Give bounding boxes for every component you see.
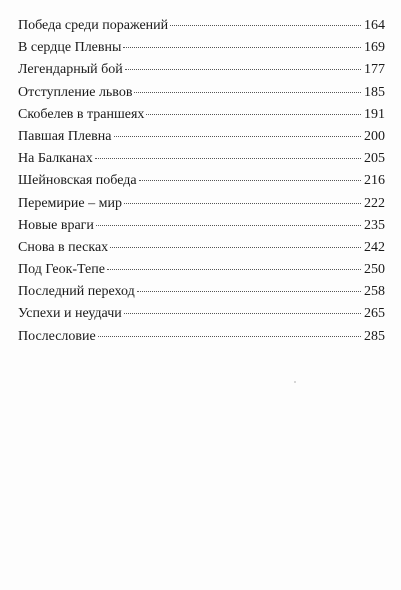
- paper-speck: [294, 381, 296, 383]
- toc-entry: [18, 37, 385, 59]
- toc-dot-leader: [125, 69, 361, 70]
- toc-entry-title: В сердце Плевны: [18, 40, 122, 56]
- toc-entry-title: Под Геок-Тепе: [18, 262, 105, 278]
- toc-entry-page: 164: [364, 18, 385, 33]
- toc-entry-page: 185: [364, 84, 385, 100]
- toc-entry-page: 285: [364, 328, 385, 344]
- toc-entry-title: Послесловие: [18, 328, 96, 344]
- toc-entry-page: 235: [364, 217, 385, 233]
- toc-entry: [18, 104, 385, 126]
- toc-dot-leader: [124, 203, 361, 204]
- toc-entry-title: На Балканах: [18, 151, 93, 167]
- toc-entry-page: 177: [364, 62, 385, 78]
- toc-dot-leader: [137, 291, 361, 292]
- toc-entry: [18, 148, 385, 170]
- toc-entry: [18, 82, 385, 104]
- toc-dot-leader: [170, 25, 361, 26]
- toc-dot-leader: [98, 336, 361, 337]
- toc-entry-page: 205: [364, 151, 385, 167]
- toc-dot-leader: [114, 136, 362, 137]
- toc-entry: [18, 237, 385, 259]
- toc-entry-page: 191: [364, 106, 385, 122]
- toc-dot-leader: [95, 158, 361, 159]
- toc-entry: [18, 259, 385, 281]
- toc-entry: [18, 281, 385, 303]
- toc-entry-page: 222: [364, 195, 385, 211]
- toc-entry: [18, 215, 385, 237]
- toc-entry-title: Снова в песках: [18, 239, 109, 255]
- toc-entry: [18, 193, 385, 215]
- toc-entry: [18, 126, 385, 148]
- toc-entry-page: 250: [364, 262, 385, 278]
- toc-entry: [18, 59, 385, 81]
- toc-entry-title: Перемирие – мир: [18, 195, 122, 211]
- toc-entry-title: Шейновская победа: [18, 173, 137, 189]
- toc-entry: [18, 303, 385, 325]
- toc-entry-title: Отступление львов: [18, 84, 133, 100]
- table-of-contents: [18, 15, 385, 348]
- toc-entry-title: Последний переход: [18, 284, 135, 300]
- toc-entry: [18, 15, 385, 37]
- toc-entry-title: Новые враги: [18, 217, 94, 233]
- toc-dot-leader: [96, 225, 361, 226]
- toc-entry-title: Успехи и неудачи: [18, 306, 122, 322]
- toc-dot-leader: [146, 114, 361, 115]
- toc-dot-leader: [134, 92, 361, 93]
- toc-entry-page: 258: [364, 284, 385, 300]
- toc-dot-leader: [107, 269, 361, 270]
- toc-entry: [18, 170, 385, 192]
- toc-entry-page: 200: [364, 128, 385, 144]
- toc-dot-leader: [110, 247, 361, 248]
- toc-entry-page: 242: [364, 239, 385, 255]
- toc-entry-title: Павшая Плевна: [18, 128, 112, 144]
- toc-entry-page: 265: [364, 306, 385, 322]
- toc-entry-title: Легендарный бой: [18, 62, 123, 78]
- toc-entry-page: 216: [364, 173, 385, 189]
- toc-entry-title: Скобелев в траншеях: [18, 106, 145, 122]
- toc-dot-leader: [139, 180, 361, 181]
- toc-entry: [18, 326, 385, 348]
- toc-dot-leader: [123, 47, 361, 48]
- toc-dot-leader: [124, 313, 361, 314]
- toc-entry-page: 169: [364, 40, 385, 56]
- toc-entry-title: Победа среди поражений: [18, 18, 169, 33]
